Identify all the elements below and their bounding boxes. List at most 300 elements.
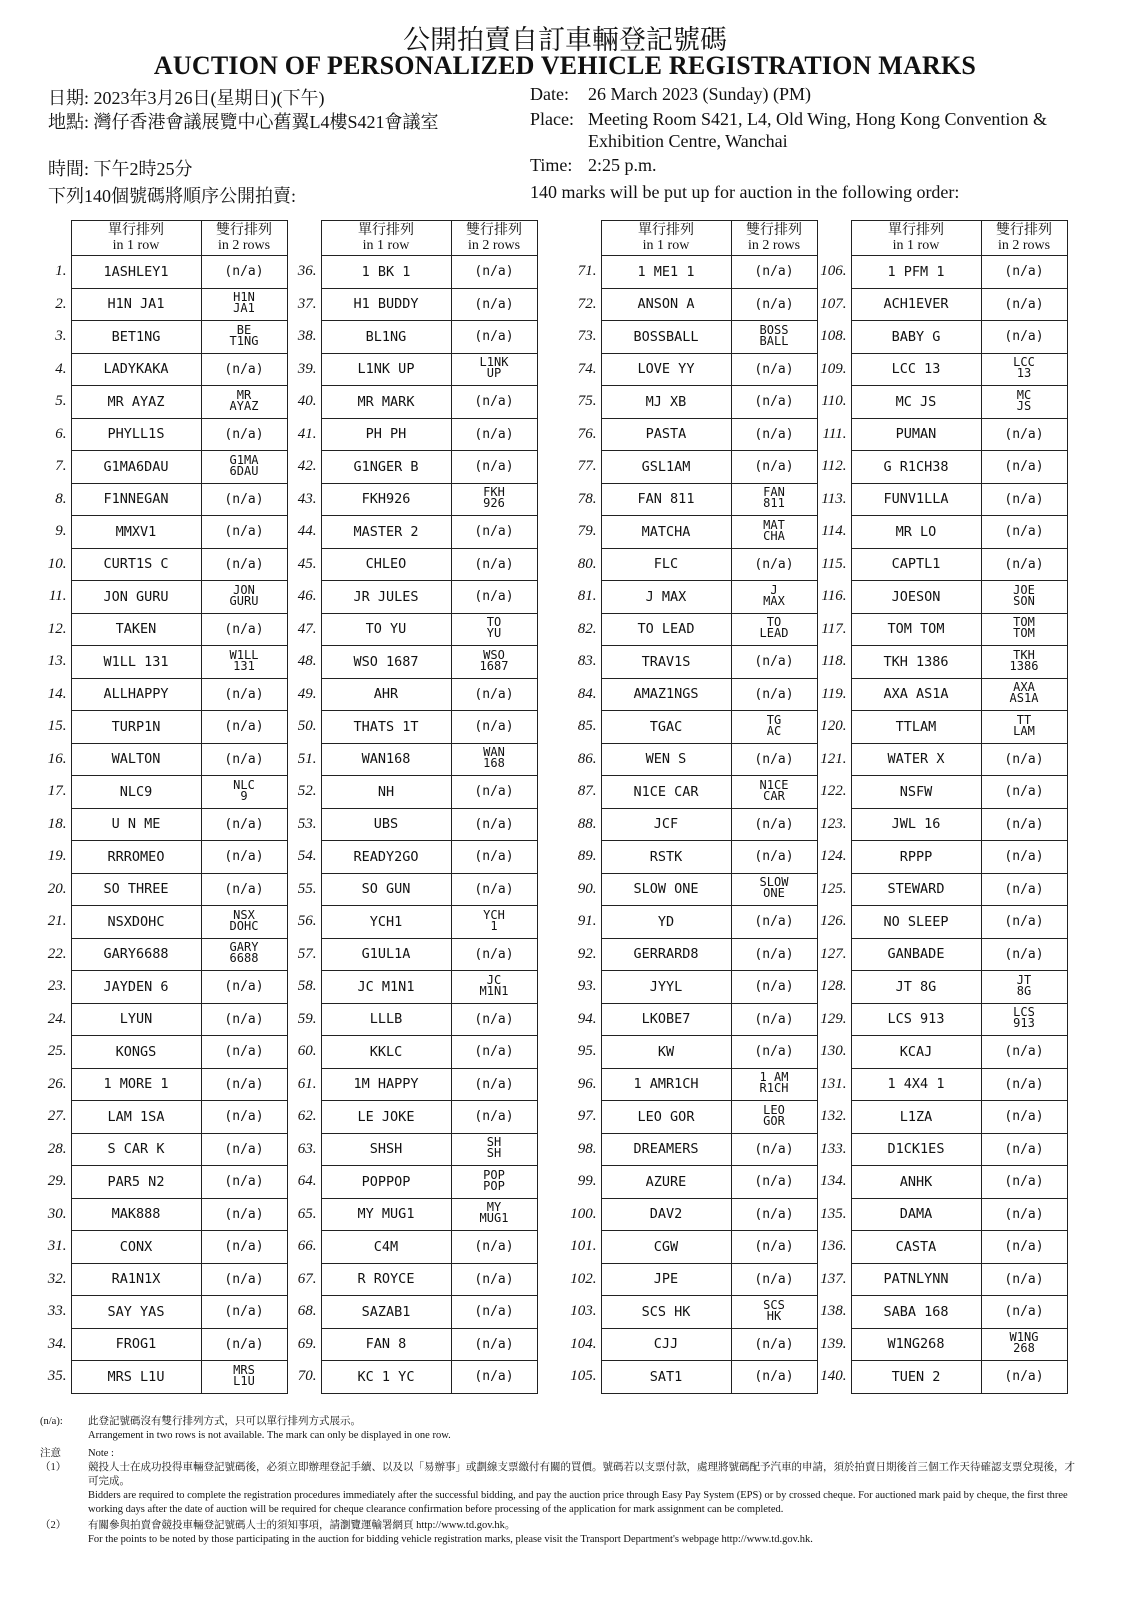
mark-two-rows: (n/a) — [201, 711, 287, 744]
mark-two-rows: (n/a) — [451, 1003, 537, 1036]
one-row-header-zh: 單行排列 — [888, 223, 944, 238]
mark-two-rows-line: LEO — [763, 1102, 785, 1117]
mark-number: 125. — [820, 880, 847, 897]
mark-two-rows — [201, 386, 287, 419]
place-english-label: Place: — [530, 109, 574, 129]
mark-number: 111. — [822, 425, 847, 442]
table-row — [280, 1328, 537, 1361]
mark-two-rows-line: SLOW — [759, 875, 789, 890]
table-row — [560, 1263, 817, 1296]
mark-one-row: FLC — [601, 548, 731, 581]
mark-number: 106. — [820, 263, 847, 280]
table-row — [280, 743, 537, 776]
mark-two-rows-line: SH — [486, 1135, 502, 1150]
table-row — [30, 1361, 287, 1394]
mark-two-rows: (n/a) — [451, 418, 537, 451]
table-row — [280, 711, 537, 744]
mark-one-row: DAMA — [851, 1198, 981, 1231]
mark-number: 87. — [577, 783, 597, 800]
mark-one-row: KONGS — [71, 1036, 201, 1069]
mark-one-row: GERRARD8 — [601, 938, 731, 971]
mark-number: 76. — [577, 425, 597, 442]
table-row — [810, 516, 1067, 549]
note-na-en: Arrangement in two rows is not available. The mark can only be displayed in one row. — [88, 1430, 451, 1441]
table-row — [280, 1166, 537, 1199]
mark-number: 41. — [297, 425, 317, 442]
mark-number: 27. — [47, 1108, 67, 1125]
table-row — [30, 646, 287, 679]
mark-one-row: MMXV1 — [71, 516, 201, 549]
one-row-header-zh: 單行排列 — [638, 223, 694, 238]
table-row — [280, 548, 537, 581]
mark-one-row: L1NK UP — [321, 353, 451, 386]
mark-two-rows-line: NSX — [233, 907, 255, 922]
mark-two-rows: (n/a) — [451, 1361, 537, 1394]
mark-two-rows-line: MAT — [763, 517, 785, 532]
mark-two-rows-line: L1U — [233, 1373, 255, 1388]
mark-one-row: JCF — [601, 808, 731, 841]
mark-two-rows-line: L1NK — [479, 355, 509, 370]
mark-two-rows: (n/a) — [981, 938, 1067, 971]
mark-number: 65. — [297, 1205, 317, 1222]
mark-two-rows: (n/a) — [201, 873, 287, 906]
mark-number: 115. — [821, 555, 847, 572]
mark-number: 62. — [297, 1108, 317, 1125]
mark-one-row: SHSH — [321, 1133, 451, 1166]
marks-table-4 — [810, 220, 1068, 1394]
table-row — [280, 971, 537, 1004]
mark-number: 134. — [820, 1173, 847, 1190]
mark-one-row: LADYKAKA — [71, 353, 201, 386]
mark-number: 26. — [47, 1075, 67, 1092]
mark-one-row: STEWARD — [851, 873, 981, 906]
mark-one-row: SABA 168 — [851, 1296, 981, 1329]
mark-number: 53. — [297, 815, 317, 832]
mark-two-rows — [201, 288, 287, 321]
mark-two-rows — [201, 1361, 287, 1394]
mark-one-row: PASTA — [601, 418, 731, 451]
one-row-header — [71, 221, 201, 256]
mark-one-row: MR AYAZ — [71, 386, 201, 419]
mark-number: 32. — [47, 1270, 67, 1287]
mark-two-rows-line: M1N1 — [479, 983, 509, 998]
mark-one-row: PHYLL1S — [71, 418, 201, 451]
mark-number: 33. — [47, 1303, 67, 1320]
mark-two-rows-line: MY — [486, 1200, 502, 1215]
mark-two-rows-line: SON — [1013, 593, 1035, 608]
mark-one-row: TOM TOM — [851, 613, 981, 646]
mark-one-row: J MAX — [601, 581, 731, 614]
mark-two-rows: (n/a) — [731, 906, 817, 939]
mark-number: 46. — [297, 588, 317, 605]
two-rows-header-zh: 雙行排列 — [466, 223, 522, 238]
mark-two-rows — [981, 353, 1067, 386]
mark-number: 13. — [47, 653, 67, 670]
mark-number: 101. — [570, 1238, 597, 1255]
mark-two-rows: (n/a) — [981, 1036, 1067, 1069]
mark-one-row: POPPOP — [321, 1166, 451, 1199]
table-row — [30, 288, 287, 321]
table-row — [280, 1361, 537, 1394]
table-row — [560, 906, 817, 939]
mark-number: 132. — [820, 1108, 847, 1125]
mark-two-rows: (n/a) — [201, 1328, 287, 1361]
note-1-en: Bidders are required to complete the registration procedures immediately after the successful bidding, and pay the auction price through Easy Pay System (EPS) or by crossed cheque. For auctioned mark paid by cheque, the first three working days after the date of auction will be required for cheque clearance confirmation before processing of the application for mark assignment can be completed. — [88, 1490, 1068, 1515]
table-row — [810, 646, 1067, 679]
mark-one-row: LCS 913 — [851, 1003, 981, 1036]
mark-one-row: JWL 16 — [851, 808, 981, 841]
mark-one-row: JOESON — [851, 581, 981, 614]
mark-number: 51. — [297, 750, 317, 767]
table-row — [810, 613, 1067, 646]
note-heading-en: Note : — [88, 1448, 114, 1459]
place-english-row — [530, 108, 1090, 152]
mark-number: 117. — [821, 620, 847, 637]
mark-number: 137. — [820, 1270, 847, 1287]
mark-number: 10. — [47, 555, 67, 572]
two-rows-header-zh: 雙行排列 — [216, 223, 272, 238]
mark-number: 16. — [47, 750, 67, 767]
mark-number: 109. — [820, 360, 847, 377]
mark-one-row: RSTK — [601, 841, 731, 874]
mark-number: 130. — [820, 1043, 847, 1060]
mark-number: 44. — [297, 523, 317, 540]
table-row — [810, 1361, 1067, 1394]
mark-number: 39. — [297, 360, 317, 377]
one-row-header-en: in 1 row — [362, 238, 410, 253]
mark-one-row: LOVE YY — [601, 353, 731, 386]
mark-number: 37. — [297, 295, 317, 312]
mark-two-rows — [731, 581, 817, 614]
mark-number: 81. — [577, 588, 597, 605]
mark-two-rows-line: JOE — [1013, 582, 1035, 597]
mark-one-row: NSFW — [851, 776, 981, 809]
mark-two-rows: (n/a) — [201, 1263, 287, 1296]
mark-two-rows: (n/a) — [201, 1003, 287, 1036]
mark-two-rows-line: WAN — [483, 745, 505, 760]
table-row — [30, 808, 287, 841]
mark-number: 19. — [47, 848, 67, 865]
mark-number: 6. — [55, 425, 67, 442]
mark-number: 28. — [47, 1140, 67, 1157]
table-row — [810, 288, 1067, 321]
table-row — [30, 1068, 287, 1101]
mark-number: 82. — [577, 620, 597, 637]
mark-number: 64. — [297, 1173, 317, 1190]
time-chinese: 時間: 下午2時25分 — [48, 159, 193, 179]
mark-two-rows — [201, 776, 287, 809]
mark-two-rows: (n/a) — [201, 1198, 287, 1231]
table-row — [30, 451, 287, 484]
table-row — [30, 873, 287, 906]
mark-two-rows — [981, 613, 1067, 646]
mark-two-rows-line: TOM — [1013, 626, 1035, 641]
table-row — [280, 646, 537, 679]
note-1-tag: （1） — [40, 1462, 67, 1473]
mark-number: 110. — [821, 393, 847, 410]
mark-two-rows-line: 168 — [483, 756, 505, 771]
one-row-header-zh: 單行排列 — [358, 223, 414, 238]
place-english: Meeting Room S421, L4, Old Wing, Hong Kong Convention & Exhibition Centre, Wanchai — [588, 109, 1047, 151]
table-row — [560, 548, 817, 581]
mark-number: 112. — [821, 458, 847, 475]
one-row-header — [321, 221, 451, 256]
mark-number: 3. — [55, 328, 67, 345]
mark-one-row: SO THREE — [71, 873, 201, 906]
mark-two-rows-line: BALL — [759, 333, 789, 348]
table-row — [560, 1231, 817, 1264]
mark-two-rows-line: AC — [766, 723, 782, 738]
two-rows-header-en: in 2 rows — [997, 238, 1051, 253]
mark-number: 74. — [577, 360, 597, 377]
mark-two-rows-line: MAX — [763, 593, 785, 608]
mark-two-rows-line: TKH — [1013, 647, 1035, 662]
mark-two-rows: (n/a) — [731, 1361, 817, 1394]
mark-two-rows: (n/a) — [451, 1231, 537, 1264]
mark-one-row: BET1NG — [71, 321, 201, 354]
mark-one-row: FAN 811 — [601, 483, 731, 516]
mark-two-rows-line: G1MA — [229, 452, 259, 467]
table-row — [280, 1101, 537, 1134]
mark-two-rows: (n/a) — [451, 1036, 537, 1069]
mark-number: 17. — [47, 783, 67, 800]
table-row — [810, 353, 1067, 386]
table-row — [810, 1166, 1067, 1199]
table-row — [30, 938, 287, 971]
number-header — [30, 221, 71, 256]
mark-two-rows — [981, 386, 1067, 419]
mark-two-rows: (n/a) — [731, 841, 817, 874]
table-row — [560, 938, 817, 971]
mark-number: 79. — [577, 523, 597, 540]
mark-number: 127. — [820, 945, 847, 962]
mark-two-rows: (n/a) — [981, 873, 1067, 906]
table-row — [810, 873, 1067, 906]
mark-number: 95. — [577, 1043, 597, 1060]
mark-number: 84. — [577, 685, 597, 702]
note-2 — [40, 1519, 1080, 1547]
table-row — [30, 971, 287, 1004]
table-row — [30, 1101, 287, 1134]
mark-number: 69. — [297, 1335, 317, 1352]
table-row — [30, 1231, 287, 1264]
mark-two-rows-line: LCC — [1013, 355, 1035, 370]
mark-number: 122. — [820, 783, 847, 800]
mark-number: 78. — [577, 490, 597, 507]
mark-number: 48. — [297, 653, 317, 670]
table-row — [810, 971, 1067, 1004]
table-row — [30, 581, 287, 614]
mark-two-rows: (n/a) — [451, 938, 537, 971]
mark-two-rows-line: AXA — [1013, 680, 1035, 695]
two-rows-header-zh: 雙行排列 — [996, 223, 1052, 238]
mark-one-row: CHLEO — [321, 548, 451, 581]
table-row — [810, 548, 1067, 581]
mark-two-rows-line: POP — [483, 1167, 505, 1182]
table-row — [810, 1036, 1067, 1069]
table-row — [560, 1328, 817, 1361]
mark-two-rows: (n/a) — [731, 548, 817, 581]
mark-two-rows — [981, 1003, 1067, 1036]
mark-number: 60. — [297, 1043, 317, 1060]
mark-one-row: RA1N1X — [71, 1263, 201, 1296]
mark-number: 124. — [820, 848, 847, 865]
note-1 — [40, 1461, 1080, 1517]
note-heading-zh: 注意 — [40, 1448, 61, 1459]
mark-number: 23. — [47, 978, 67, 995]
mark-one-row: FKH926 — [321, 483, 451, 516]
mark-number: 30. — [47, 1205, 67, 1222]
mark-two-rows: (n/a) — [201, 1166, 287, 1199]
mark-one-row: 1ASHLEY1 — [71, 256, 201, 289]
order-chinese: 下列140個號碼將順序公開拍賣: — [48, 186, 296, 206]
mark-two-rows: (n/a) — [981, 1296, 1067, 1329]
mark-one-row: SO GUN — [321, 873, 451, 906]
mark-two-rows: (n/a) — [981, 1068, 1067, 1101]
mark-one-row: MAK888 — [71, 1198, 201, 1231]
mark-two-rows — [451, 971, 537, 1004]
mark-two-rows — [731, 483, 817, 516]
table-row — [560, 418, 817, 451]
table-row — [30, 678, 287, 711]
mark-two-rows: (n/a) — [731, 1166, 817, 1199]
mark-two-rows: (n/a) — [201, 548, 287, 581]
mark-number: 22. — [47, 945, 67, 962]
mark-one-row: JON GURU — [71, 581, 201, 614]
mark-two-rows: (n/a) — [201, 1036, 287, 1069]
mark-two-rows — [981, 971, 1067, 1004]
mark-one-row: MRS L1U — [71, 1361, 201, 1394]
table-row — [810, 776, 1067, 809]
table-row — [30, 1198, 287, 1231]
mark-two-rows-line: NLC — [233, 777, 255, 792]
mark-number: 42. — [297, 458, 317, 475]
mark-number: 116. — [821, 588, 847, 605]
mark-number: 21. — [47, 913, 67, 930]
mark-number: 11. — [48, 588, 67, 605]
mark-two-rows — [731, 1068, 817, 1101]
two-rows-header-en: in 2 rows — [747, 238, 801, 253]
mark-two-rows: (n/a) — [451, 451, 537, 484]
mark-number: 35. — [47, 1368, 67, 1385]
two-rows-header — [731, 221, 817, 256]
mark-two-rows-line: TOM — [1013, 615, 1035, 630]
mark-two-rows: (n/a) — [981, 1263, 1067, 1296]
mark-one-row: BL1NG — [321, 321, 451, 354]
mark-one-row: AHR — [321, 678, 451, 711]
mark-two-rows: (n/a) — [451, 711, 537, 744]
mark-one-row: LAM 1SA — [71, 1101, 201, 1134]
mark-one-row: 1 MORE 1 — [71, 1068, 201, 1101]
mark-two-rows-line: TG — [766, 712, 782, 727]
table-row — [810, 1133, 1067, 1166]
mark-one-row: FROG1 — [71, 1328, 201, 1361]
mark-number: 66. — [297, 1238, 317, 1255]
mark-one-row: READY2GO — [321, 841, 451, 874]
mark-two-rows — [451, 613, 537, 646]
table-row — [30, 418, 287, 451]
table-row — [560, 516, 817, 549]
table-row — [810, 711, 1067, 744]
mark-one-row: H1N JA1 — [71, 288, 201, 321]
mark-two-rows: (n/a) — [731, 646, 817, 679]
mark-two-rows — [731, 613, 817, 646]
mark-two-rows-line: 926 — [483, 496, 505, 511]
mark-two-rows-line: WSO — [483, 647, 505, 662]
date-chinese: 日期: 2023年3月26日(星期日)(下午) — [48, 88, 325, 108]
mark-two-rows — [981, 646, 1067, 679]
table-row — [30, 841, 287, 874]
mark-one-row: KKLC — [321, 1036, 451, 1069]
mark-two-rows: (n/a) — [731, 1198, 817, 1231]
mark-two-rows: (n/a) — [451, 678, 537, 711]
table-row — [560, 808, 817, 841]
mark-one-row: DAV2 — [601, 1198, 731, 1231]
mark-one-row: ANHK — [851, 1166, 981, 1199]
mark-two-rows-line: LCS — [1013, 1005, 1035, 1020]
mark-two-rows: (n/a) — [201, 678, 287, 711]
one-row-header-zh: 單行排列 — [108, 223, 164, 238]
two-rows-header — [201, 221, 287, 256]
mark-two-rows — [201, 321, 287, 354]
mark-two-rows-line: MRS — [233, 1362, 255, 1377]
mark-two-rows — [451, 353, 537, 386]
mark-number: 59. — [297, 1010, 317, 1027]
table-row — [280, 1198, 537, 1231]
mark-number: 12. — [47, 620, 67, 637]
table-row — [560, 776, 817, 809]
mark-two-rows: (n/a) — [201, 256, 287, 289]
one-row-header — [851, 221, 981, 256]
two-rows-header-en: in 2 rows — [217, 238, 271, 253]
mark-number: 70. — [297, 1368, 317, 1385]
mark-number: 61. — [297, 1075, 317, 1092]
table-row — [30, 1296, 287, 1329]
table-row — [30, 386, 287, 419]
mark-two-rows — [451, 1166, 537, 1199]
mark-number: 57. — [297, 945, 317, 962]
mark-number: 113. — [821, 490, 847, 507]
mark-two-rows-line: HK — [766, 1308, 782, 1323]
mark-two-rows: (n/a) — [201, 418, 287, 451]
mark-two-rows-line: UP — [486, 366, 502, 381]
mark-two-rows-line: ONE — [763, 886, 785, 901]
mark-number: 4. — [55, 360, 67, 377]
one-row-header-en: in 1 row — [892, 238, 940, 253]
table-row — [560, 743, 817, 776]
mark-number: 7. — [55, 458, 67, 475]
mark-number: 96. — [577, 1075, 597, 1092]
table-row — [560, 1133, 817, 1166]
mark-two-rows-line: JON — [233, 582, 255, 597]
mark-one-row: THATS 1T — [321, 711, 451, 744]
table-row — [560, 873, 817, 906]
table-row — [810, 1198, 1067, 1231]
mark-two-rows-line: 1687 — [479, 658, 509, 673]
mark-two-rows-line: LEAD — [759, 626, 789, 641]
table-row — [560, 1296, 817, 1329]
table-row — [560, 1198, 817, 1231]
mark-one-row: BOSSBALL — [601, 321, 731, 354]
mark-two-rows-line: DOHC — [229, 918, 259, 933]
mark-number: 5. — [55, 393, 67, 410]
mark-number: 73. — [577, 328, 597, 345]
note-2-tag: （2） — [40, 1520, 67, 1531]
mark-number: 108. — [820, 328, 847, 345]
mark-one-row: JYYL — [601, 971, 731, 1004]
mark-number: 94. — [577, 1010, 597, 1027]
table-row — [280, 1231, 537, 1264]
